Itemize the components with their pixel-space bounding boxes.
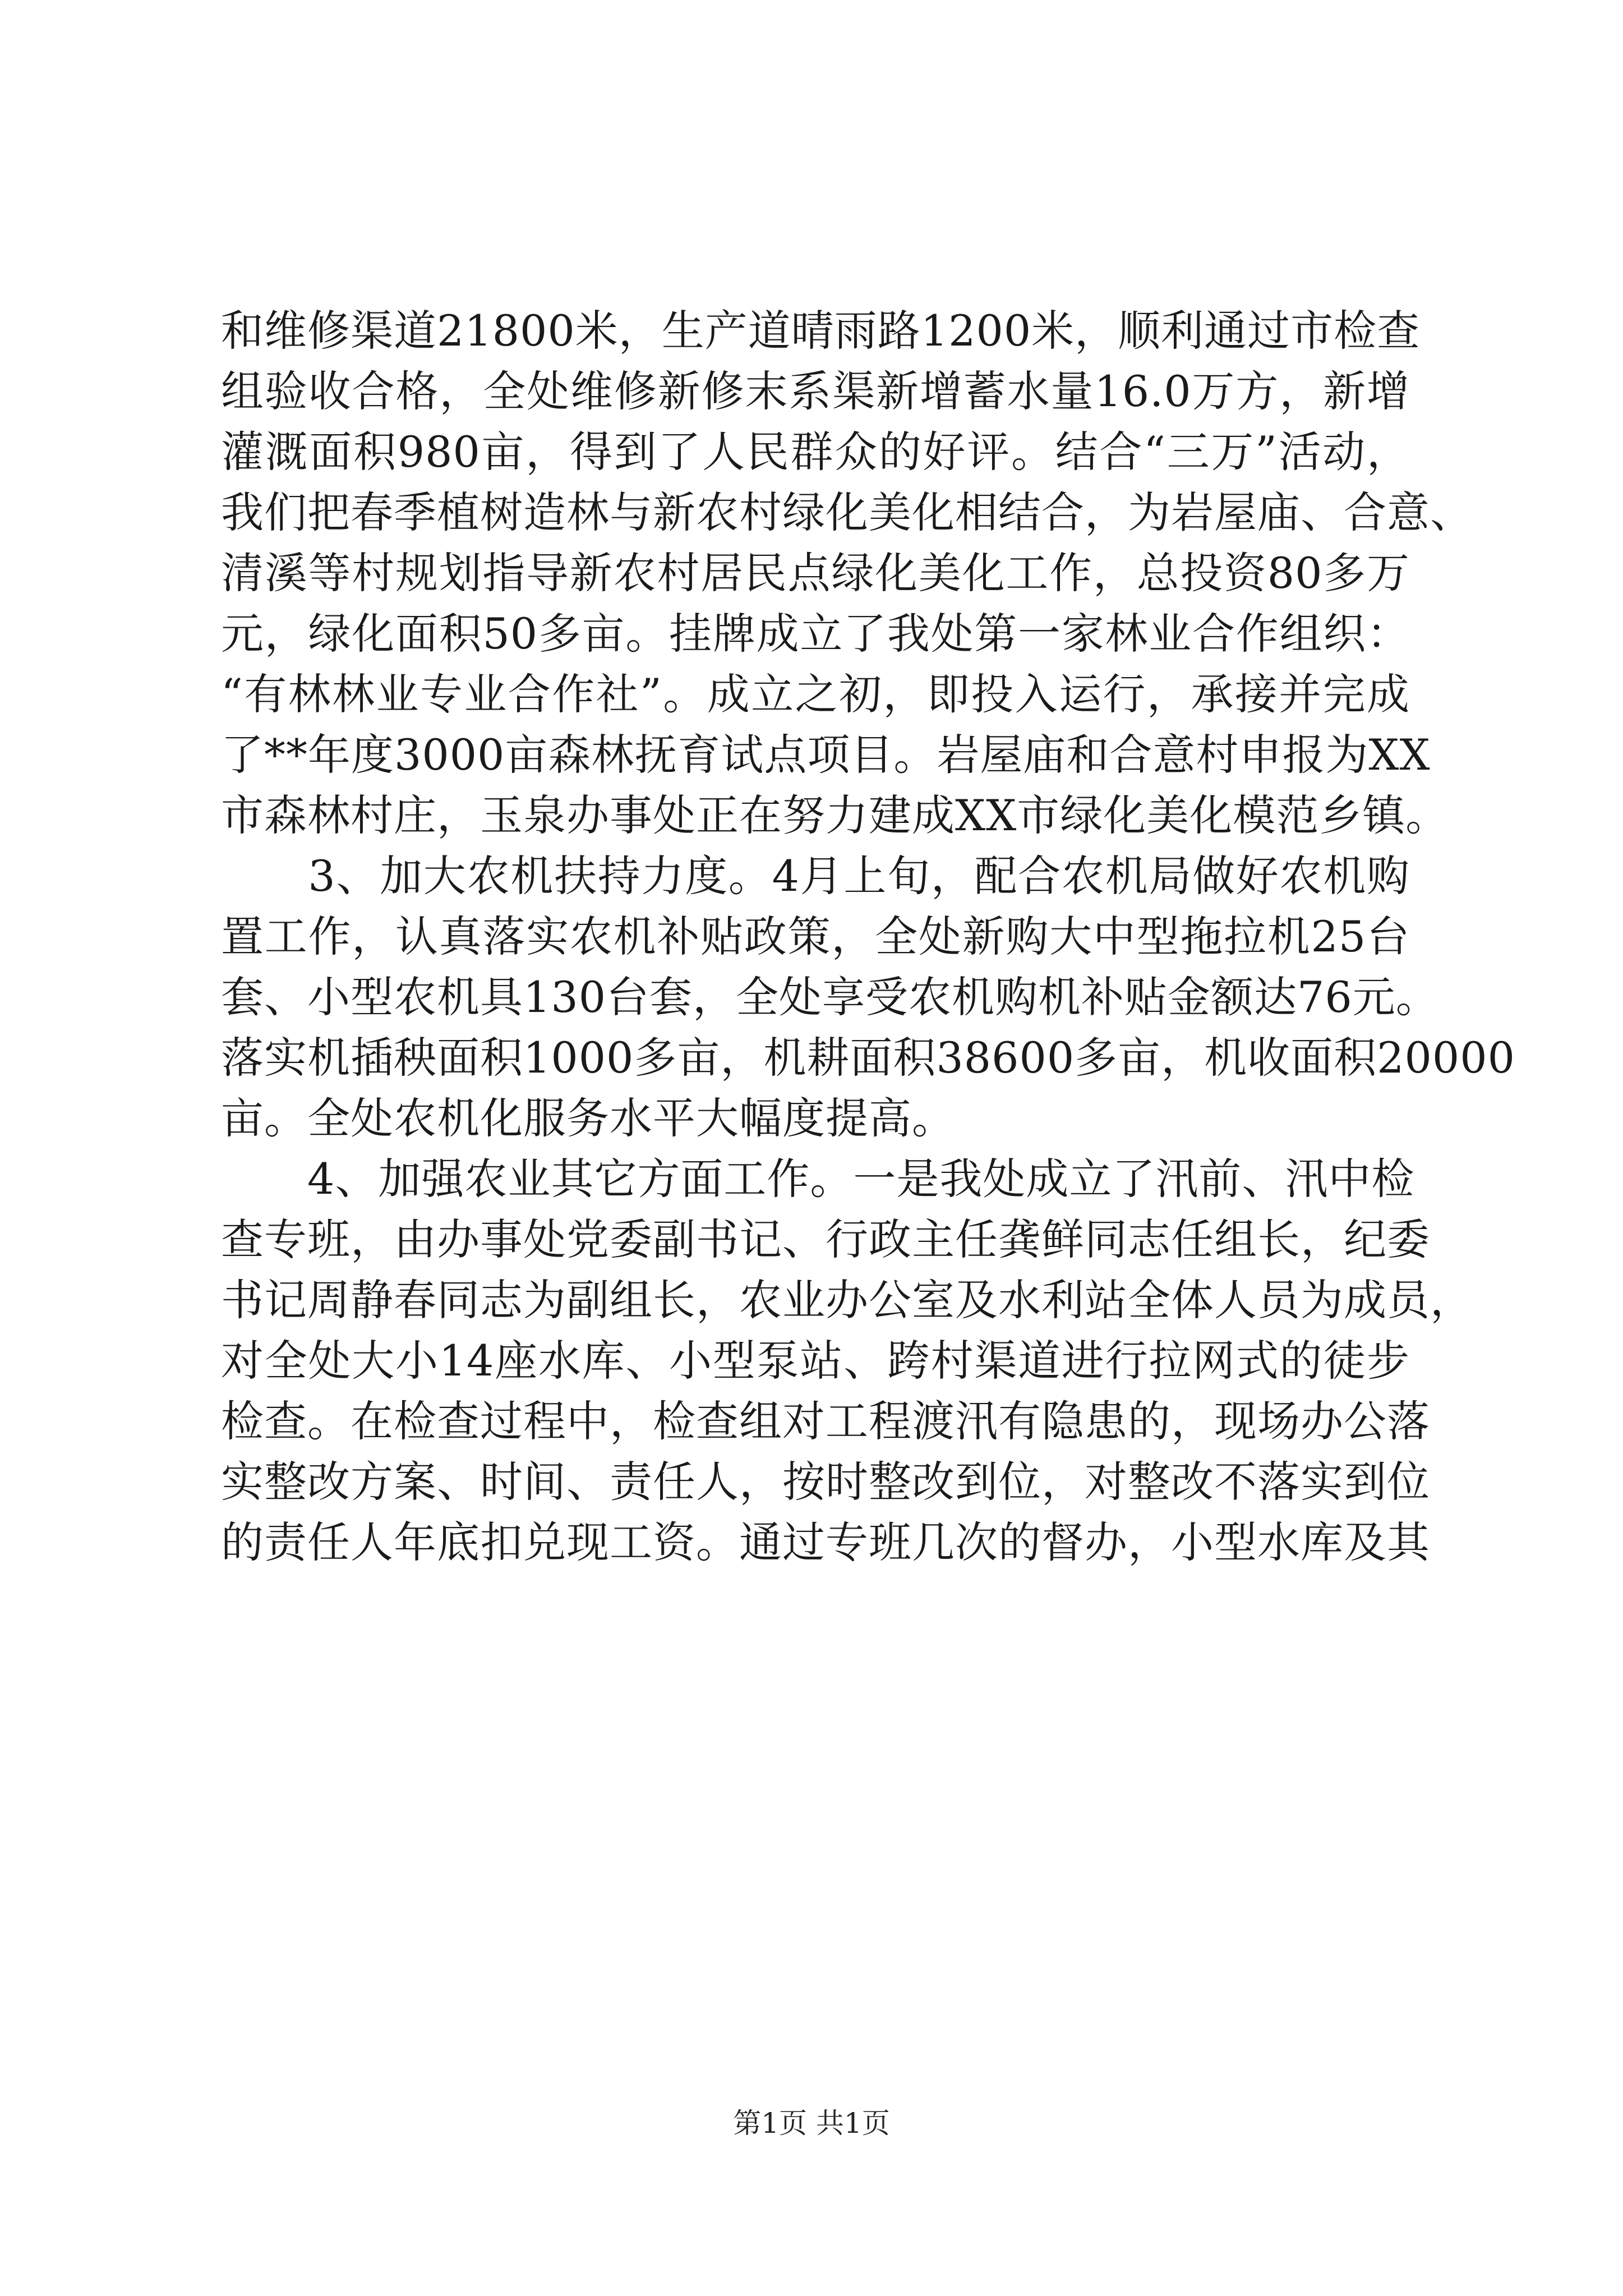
body-line-3: 灌溉面积980亩，得到了人民群众的好评。结合“三万”活动， (221, 427, 1410, 477)
body-line-4: 我们把春季植树造林与新农村绿化美化相结合，为岩屋庙、合意、 (221, 487, 1473, 537)
body-line-8: 了**年度3000亩森林抚育试点项目。岩屋庙和合意村申报为XX (221, 730, 1431, 780)
body-line-15: 4、加强农业其它方面工作。一是我处成立了汛前、汛中检 (221, 1154, 1415, 1204)
body-line-17: 书记周静春同志为副组长，农业办公室及水利站全体人员为成员， (221, 1275, 1473, 1325)
body-line-14: 亩。全处农机化服务水平大幅度提高。 (221, 1093, 955, 1143)
body-line-19: 检查。在检查过程中，检查组对工程渡汛有隐患的，现场办公落 (221, 1396, 1430, 1446)
body-line-2: 组验收合格，全处维修新修末系渠新增蓄水量16.0万方，新增 (221, 366, 1410, 416)
body-line-7: “有林林业专业合作社”。成立之初，即投入运行，承接并完成 (221, 669, 1410, 719)
body-line-10: 3、加大农机扶持力度。4月上旬，配合农机局做好农机购 (221, 851, 1410, 901)
body-line-21: 的责任人年底扣兑现工资。通过专班几次的督办，小型水库及其 (221, 1517, 1430, 1567)
body-line-9: 市森林村庄，玉泉办事处正在努力建成XX市绿化美化模范乡镇。 (221, 790, 1449, 840)
body-line-20: 实整改方案、时间、责任人，按时整改到位，对整改不落实到位 (221, 1457, 1430, 1507)
body-line-16: 查专班，由办事处党委副书记、行政主任龚鲜同志任组长，纪委 (221, 1214, 1430, 1264)
body-line-13: 落实机插秧面积1000多亩，机耕面积38600多亩，机收面积20000 (221, 1033, 1515, 1083)
body-line-12: 套、小型农机具130台套，全处享受农机购机补贴金额达76元。 (221, 972, 1439, 1022)
page-footer: 第1页 共1页 (733, 2107, 890, 2139)
body-line-18: 对全处大小14座水库、小型泵站、跨村渠道进行拉网式的徒步 (221, 1336, 1410, 1386)
body-line-5: 清溪等村规划指导新农村居民点绿化美化工作，总投资80多万 (221, 548, 1410, 598)
body-line-6: 元，绿化面积50多亩。挂牌成立了我处第一家林业合作组织： (221, 609, 1410, 659)
body-line-11: 置工作，认真落实农机补贴政策，全处新购大中型拖拉机25台 (221, 912, 1410, 961)
body-line-1: 和维修渠道21800米，生产道晴雨路1200米，顺利通过市检查 (221, 306, 1421, 356)
